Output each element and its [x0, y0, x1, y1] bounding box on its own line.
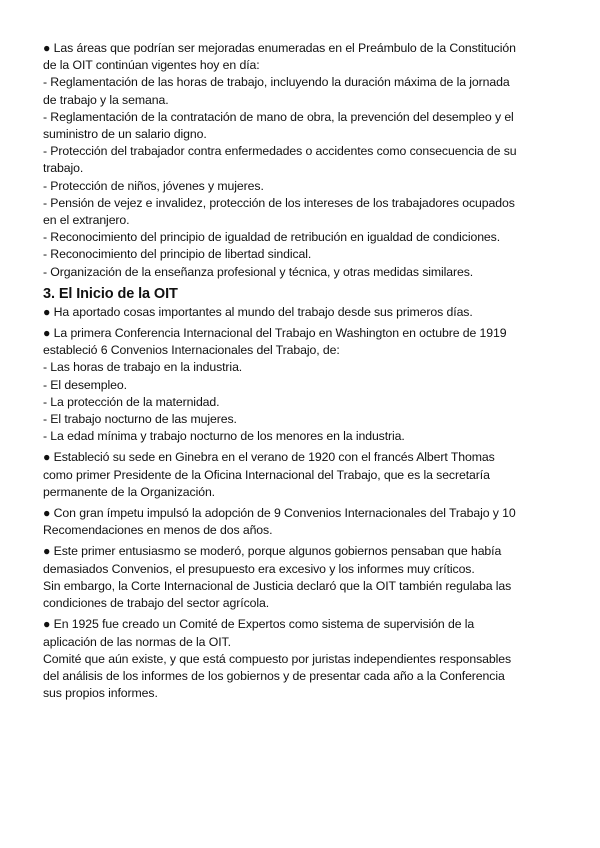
list-item: - Pensión de vejez e invalidez, protección de los intereses de los trabajadores ocupados	[43, 195, 515, 210]
list-item: - Protección de niños, jóvenes y mujeres.	[43, 178, 264, 193]
list-item: - La protección de la maternidad.	[43, 394, 220, 409]
areas-paragraph	[43, 40, 558, 281]
text-line: ● Ha aportado cosas importantes al mundo del trabajo desde sus primeros días.	[43, 304, 473, 319]
text-line: ● Este primer entusiasmo se moderó, porque algunos gobiernos pensaban que había	[43, 544, 502, 559]
section-heading: 3. El Inicio de la OIT	[43, 285, 178, 302]
list-item: trabajo.	[43, 161, 84, 176]
list-item: - El desempleo.	[43, 377, 127, 392]
text-line: ● La primera Conferencia Internacional del Trabajo en Washington en octubre de 1919	[43, 326, 507, 341]
paragraph-enthusiasm-moderated	[43, 543, 558, 612]
text-line: ● Con gran ímpetu impulsó la adopción de 9 Convenios Internacionales del Trabajo y 10	[43, 506, 516, 521]
paragraph-contributions	[43, 304, 558, 321]
text-line: ● En 1925 fue creado un Comité de Expertos como sistema de supervisión de la	[43, 617, 475, 632]
text-line: sus propios informes.	[43, 686, 158, 701]
text-line: Sin embargo, la Corte Internacional de Justicia declaró que la OIT también regulaba las	[43, 578, 512, 593]
text-line: como primer Presidente de la Oficina Internacional del Trabajo, que es la secretaría	[43, 467, 490, 482]
text-line: del análisis de los informes de los gobiernos y de presentar cada año a la Conferencia	[43, 668, 505, 683]
text-line: permanente de la Organización.	[43, 484, 215, 499]
list-item: - Organización de la enseñanza profesional y técnica, y otras medidas similares.	[43, 264, 474, 279]
list-item: de trabajo y la semana.	[43, 92, 169, 107]
list-item: suministro de un salario digno.	[43, 127, 207, 142]
document-page	[43, 40, 558, 706]
text-line: ● Las áreas que podrían ser mejoradas enumeradas en el Preámbulo de la Constitución	[43, 41, 516, 55]
text-line: aplicación de las normas de la OIT.	[43, 634, 231, 649]
text-line: ● Estableció su sede en Ginebra en el verano de 1920 con el francés Albert Thomas	[43, 450, 495, 465]
paragraph-conventions-adoption	[43, 505, 558, 539]
list-item: - La edad mínima y trabajo nocturno de los menores en la industria.	[43, 429, 405, 444]
paragraph-geneva-seat	[43, 449, 558, 501]
paragraph-committee-of-experts	[43, 616, 558, 702]
list-item: - Reglamentación de las horas de trabajo, incluyendo la duración máxima de la jornada	[43, 75, 510, 90]
list-item: - Reglamentación de la contratación de mano de obra, la prevención del desempleo y el	[43, 109, 514, 124]
list-item: - Reconocimiento del principio de libertad sindical.	[43, 247, 312, 262]
text-line: Recomendaciones en menos de dos años.	[43, 523, 273, 538]
list-item: - Protección del trabajador contra enfermedades o accidentes como consecuencia de su	[43, 144, 517, 159]
text-line: condiciones de trabajo del sector agrícola.	[43, 596, 270, 611]
paragraph-first-conference	[43, 325, 558, 445]
list-item: en el extranjero.	[43, 213, 130, 228]
text-line: estableció 6 Convenios Internacionales del Trabajo, de:	[43, 343, 340, 358]
text-line: Comité que aún existe, y que está compuesto por juristas independientes responsables	[43, 651, 512, 666]
text-line: de la OIT continúan vigentes hoy en día:	[43, 58, 260, 73]
list-item: - Las horas de trabajo en la industria.	[43, 360, 243, 375]
list-item: - Reconocimiento del principio de igualdad de retribución en igualdad de condiciones.	[43, 230, 501, 245]
list-item: - El trabajo nocturno de las mujeres.	[43, 412, 237, 427]
text-line: demasiados Convenios, el presupuesto era excesivo y los informes muy críticos.	[43, 561, 475, 576]
